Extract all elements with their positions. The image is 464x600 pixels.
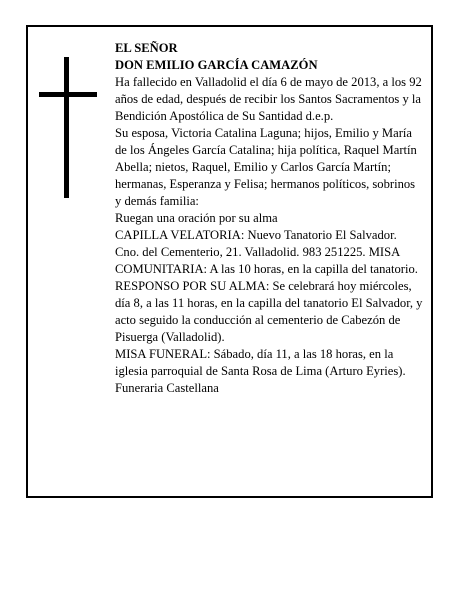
family-list: Su esposa, Victoria Catalina Laguna; hijos, Emilio y María de los Ángeles García Catalina; hija política, Raquel Martín Abella; nietos, Raquel, Emilio y Carlos García Martín; hermanas, Esperanza y Felisa; hermanos políticos, sobrinos y demás familia: — [115, 126, 417, 208]
funeral-home: Funeraria Castellana — [115, 381, 219, 395]
notice-text — [115, 40, 423, 397]
obituary-notice — [26, 25, 433, 498]
cross-horizontal-bar — [39, 92, 97, 97]
wake-chapel-info: CAPILLA VELATORIA: Nuevo Tanatorio El Salvador. Cno. del Cementerio, 21. Valladolid. 983 251225. MISA COMUNITARIA: A las 10 horas, en la capilla del tanatorio. — [115, 228, 418, 276]
deceased-name: DON EMILIO GARCÍA CAMAZÓN — [115, 58, 318, 72]
notice-title: EL SEÑOR — [115, 41, 178, 55]
prayer-request: Ruegan una oración por su alma — [115, 211, 278, 225]
responsory-info: RESPONSO POR SU ALMA: Se celebrará hoy miércoles, día 8, a las 11 horas, en la capilla del tanatorio El Salvador, y acto seguido la conducción al cementerio de Cabezón de Pisuerga (Valladolid). — [115, 279, 423, 344]
funeral-mass-info: MISA FUNERAL: Sábado, día 11, a las 18 horas, en la iglesia parroquial de Santa Rosa de Lima (Arturo Eyries). — [115, 347, 406, 378]
death-announcement: Ha fallecido en Valladolid el día 6 de mayo de 2013, a los 92 años de edad, después de recibir los Santos Sacramentos y la Bendición Apostólica de Su Santidad d.e.p. — [115, 75, 422, 123]
latin-cross-icon — [39, 57, 97, 198]
cross-vertical-bar — [64, 57, 69, 198]
